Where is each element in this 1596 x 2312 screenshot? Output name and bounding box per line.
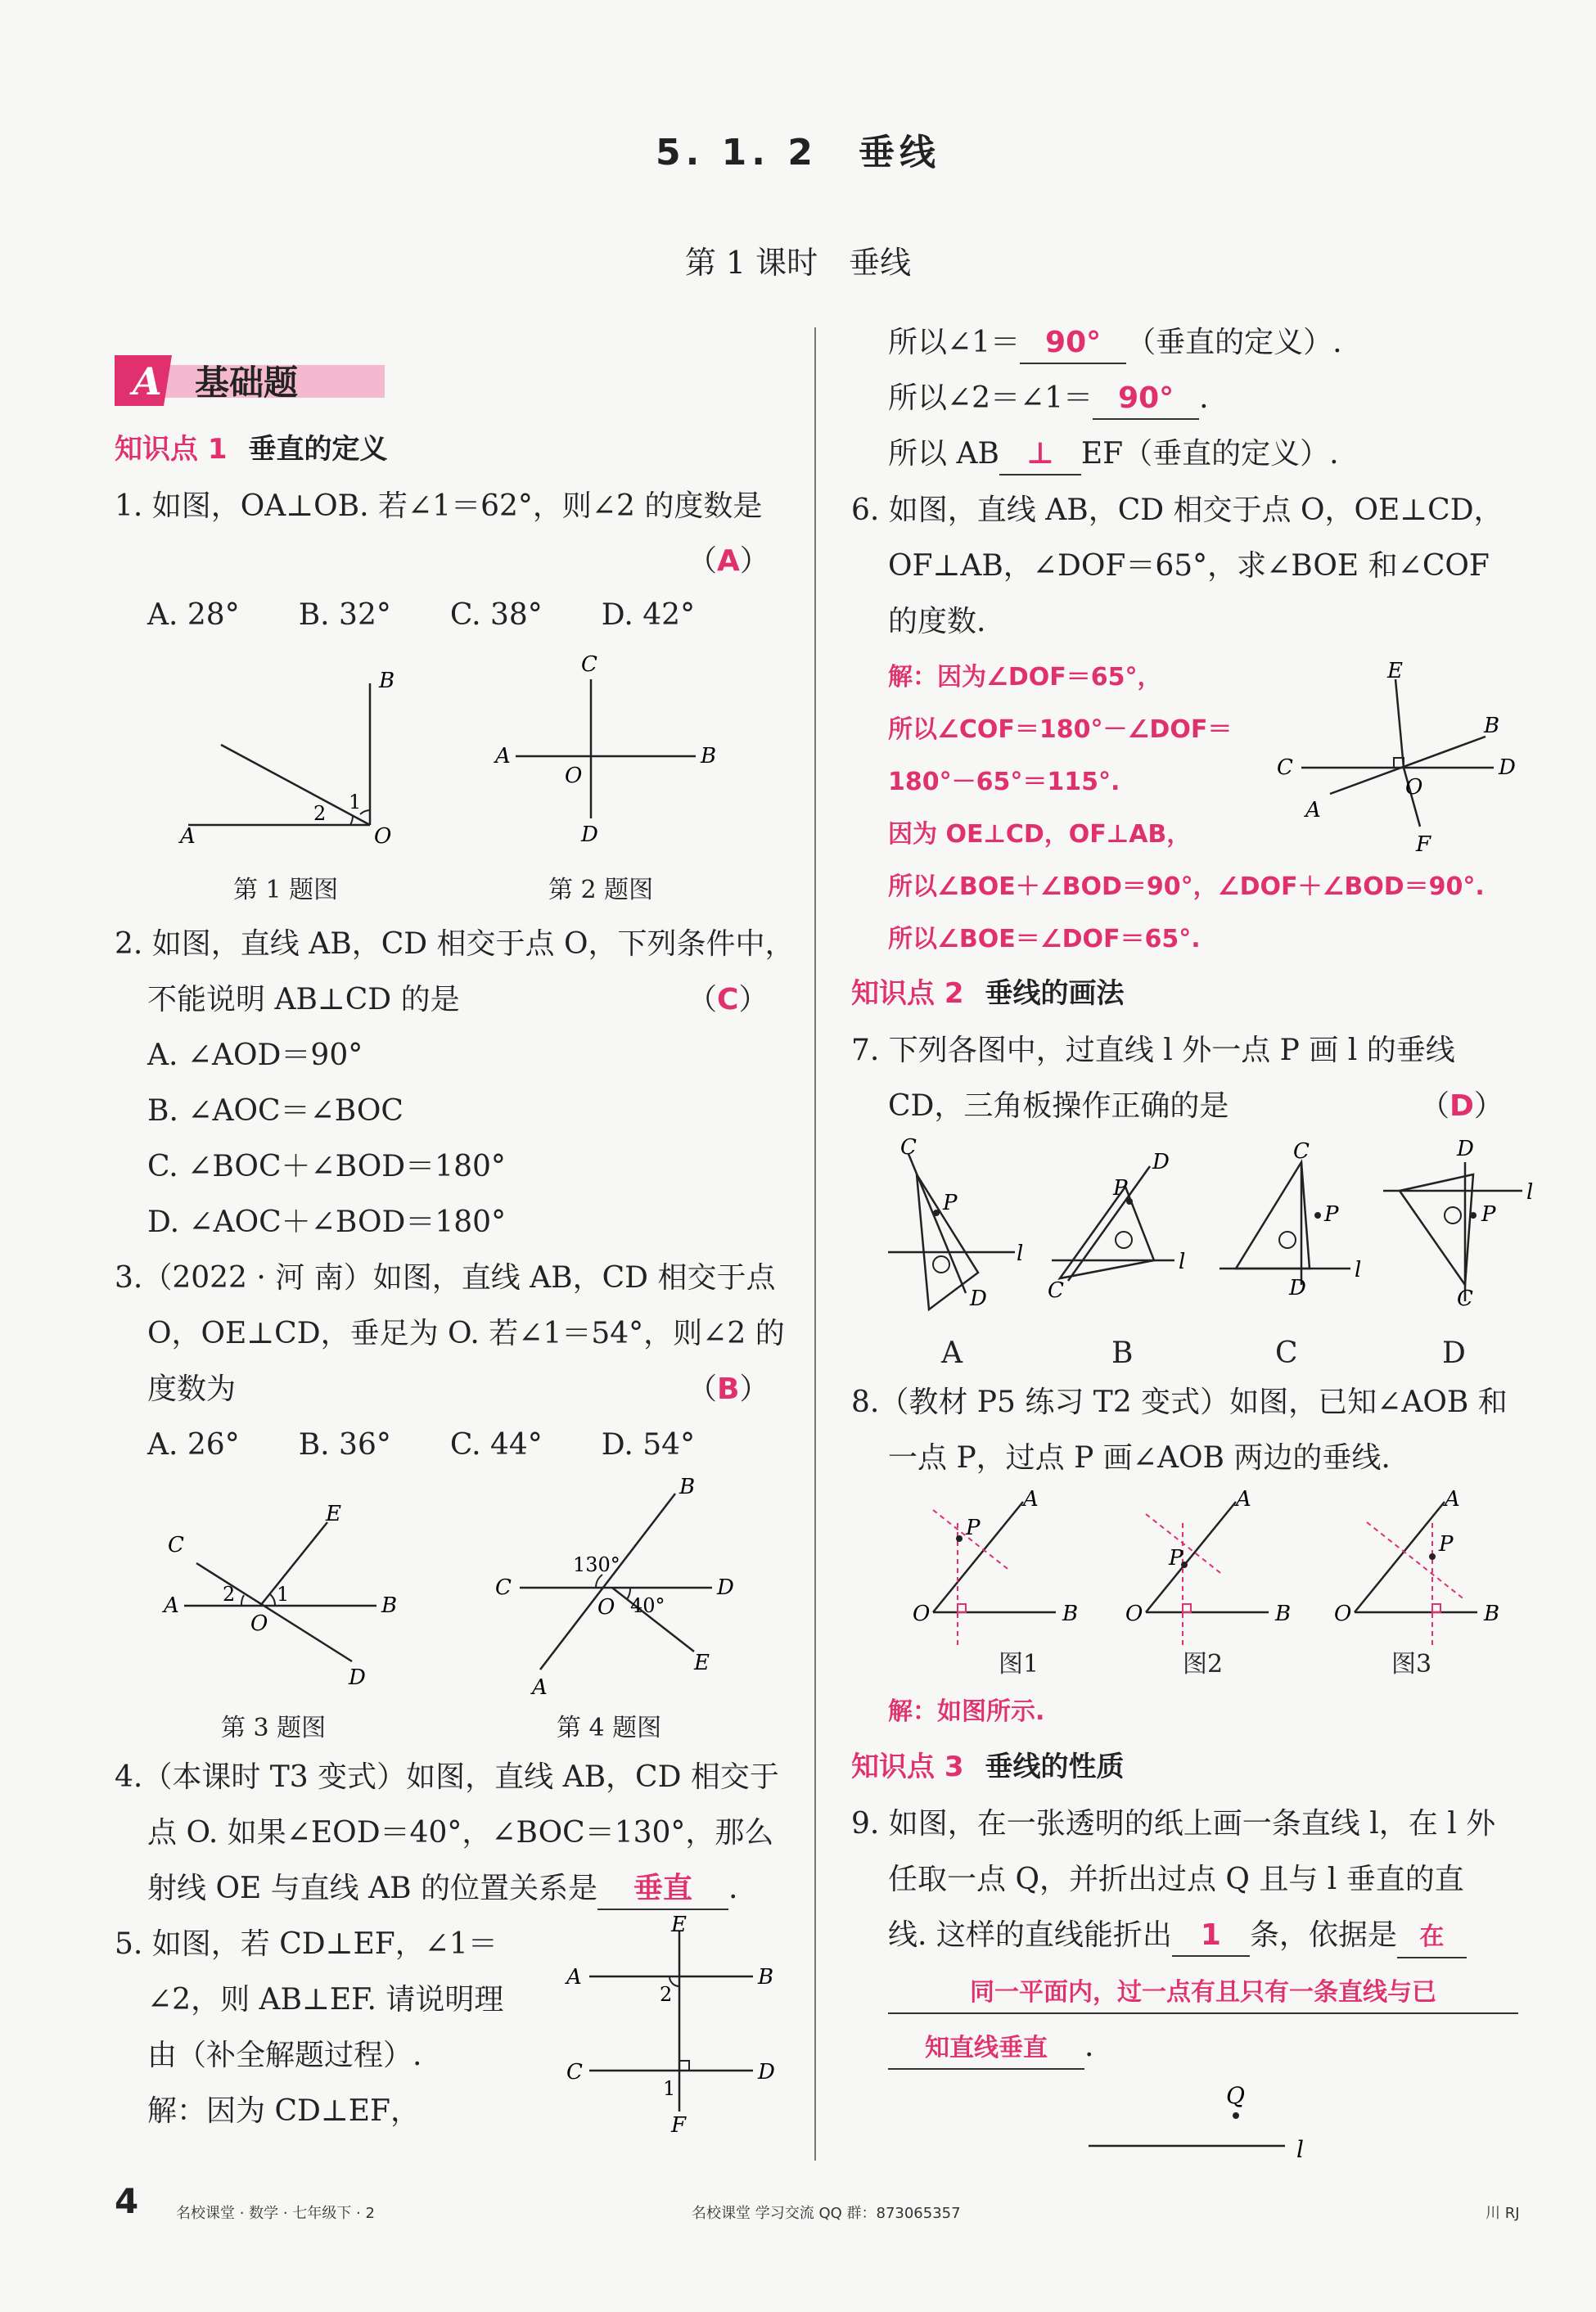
q6-solution-1: 解：因为∠DOF＝65°， [888, 663, 1162, 692]
q3-figure [156, 1490, 426, 1702]
q7-label-d: D [1442, 1336, 1466, 1370]
q9-stem-3: 线. 这样的直线能折出 1 条，依据是 在 [888, 1908, 1467, 1963]
svg-text:O: O [565, 764, 583, 788]
q8-caption-3: 图3 [1391, 1650, 1432, 1679]
svg-text:D: D [1289, 1276, 1306, 1300]
q5-stem-2: ∠2，则 AB⊥EF. 请说明理 [147, 1983, 504, 2017]
q5-stem-1: 5. 如图，若 CD⊥EF，∠1＝ [115, 1927, 498, 1961]
q7-option-c-figure [1220, 1139, 1361, 1300]
svg-text:D: D [581, 822, 598, 847]
q2-stem-2: 不能说明 AB⊥CD 的是 [147, 983, 460, 1016]
q2-option-d: D. ∠AOC＋∠BOD＝180° [147, 1206, 507, 1239]
q6-solution-4: 因为 OE⊥CD，OF⊥AB， [888, 820, 1192, 849]
q3-stem-2: O，OE⊥CD，垂足为 O. 若∠1＝54°，则∠2 的 [147, 1317, 785, 1350]
svg-text:B: B [1062, 1602, 1079, 1626]
svg-text:F: F [671, 2113, 687, 2138]
q5-reason-1: 所以∠1＝ 90° （垂直的定义）. [888, 315, 1342, 371]
q5-stem-3: 由（补全解题过程）. [147, 2039, 422, 2072]
svg-text:C: C [1048, 1278, 1064, 1303]
svg-text:D: D [758, 2060, 775, 2084]
svg-text:A: A [1023, 1490, 1039, 1512]
q6-stem-3: 的度数. [888, 605, 986, 638]
q8-caption-2: 图2 [1183, 1650, 1224, 1679]
knowledge-point-3: 知识点 3 垂线的性质 [851, 1751, 1125, 1783]
q8-figures [908, 1490, 1547, 1653]
q2-fig-caption: 第 2 题图 [548, 876, 654, 904]
svg-text:C: C [581, 652, 597, 677]
svg-text:A: A [1445, 1490, 1460, 1512]
q4-fig-caption: 第 4 题图 [557, 1714, 662, 1742]
knowledge-point-1: 知识点 1 垂直的定义 [115, 433, 388, 466]
q7-answer: （D） [1420, 1089, 1504, 1123]
svg-text:C: C [1277, 755, 1293, 780]
q9-stem-1: 9. 如图，在一张透明的纸上画一条直线 l，在 l 外 [851, 1807, 1496, 1841]
q8-solution: 解：如图所示. [888, 1697, 1045, 1726]
svg-text:C: C [1293, 1139, 1310, 1164]
q8-figure-1 [913, 1490, 1078, 1645]
svg-text:E: E [1387, 659, 1403, 683]
svg-text:1: 1 [663, 2077, 676, 2100]
svg-text:P: P [1324, 1202, 1339, 1227]
q9-answer-2b: 同一平面内，过一点有且只有一条直线与已 [888, 1973, 1518, 2014]
svg-text:l: l [1526, 1180, 1534, 1205]
svg-text:P: P [1481, 1202, 1496, 1227]
svg-text:A: A [1236, 1490, 1251, 1512]
page-number: 4 [115, 2181, 139, 2221]
q1-answer: （A） [688, 544, 769, 578]
svg-text:P: P [943, 1191, 958, 1215]
q4-stem-1: 4.（本课时 T3 变式）如图，直线 AB，CD 相交于 [115, 1760, 779, 1794]
svg-text:P: P [1113, 1176, 1128, 1201]
q5-reason-2: 所以∠2＝∠1＝ 90° . [888, 371, 1209, 426]
page-subtitle: 第 1 课时 垂线 [684, 245, 912, 281]
q2-option-b: B. ∠AOC＝∠BOC [147, 1094, 404, 1128]
svg-text:B: B [679, 1475, 696, 1499]
svg-text:B: B [1275, 1602, 1292, 1626]
q5-solution-start: 解：因为 CD⊥EF， [147, 2094, 420, 2128]
svg-text:O: O [1405, 775, 1423, 800]
svg-text:C: C [168, 1533, 184, 1557]
q2-stem-1: 2. 如图，直线 AB，CD 相交于点 O，下列条件中， [115, 927, 795, 961]
svg-text:B: B [701, 744, 717, 768]
svg-text:E: E [694, 1651, 710, 1675]
svg-text:P: P [1439, 1532, 1454, 1557]
q4-stem-2: 点 O. 如果∠EOD＝40°，∠BOC＝130°，那么 [147, 1816, 774, 1850]
svg-text:O: O [913, 1602, 931, 1626]
svg-text:l: l [1355, 1258, 1362, 1282]
svg-text:40°: 40° [630, 1594, 665, 1617]
svg-text:C: C [1457, 1287, 1473, 1311]
svg-text:2: 2 [660, 1983, 673, 2006]
q3-answer: （B） [688, 1372, 769, 1406]
q2-option-c: C. ∠BOC＋∠BOD＝180° [147, 1150, 506, 1183]
footer-right: 川 RJ [1486, 2205, 1520, 2222]
q8-figure-2 [1125, 1490, 1291, 1645]
footer-center: 名校课堂 学习交流 QQ 群：873065357 [692, 2205, 961, 2222]
q5-answer-3: ⊥ [999, 435, 1081, 475]
svg-text:D: D [970, 1287, 987, 1311]
q7-option-d-figure [1383, 1138, 1533, 1311]
svg-text:l: l [1296, 2136, 1304, 2163]
knowledge-point-2: 知识点 2 垂线的画法 [851, 977, 1125, 1010]
q9-figure [1080, 2079, 1326, 2169]
svg-text:B: B [758, 1965, 774, 1990]
q3-fig-caption: 第 3 题图 [221, 1714, 327, 1742]
q8-caption-1: 图1 [999, 1650, 1039, 1679]
svg-text:Q: Q [1226, 2082, 1245, 2109]
svg-text:P: P [1169, 1546, 1183, 1571]
svg-text:130°: 130° [573, 1553, 620, 1576]
q5-answer-2: 90° [1093, 379, 1199, 420]
q6-stem-2: OF⊥AB，∠DOF＝65°，求∠BOE 和∠COF [888, 549, 1490, 583]
q6-solution-5: 所以∠BOE＋∠BOD＝90°，∠DOF＋∠BOD＝90°. [888, 872, 1485, 901]
q8-figure-3 [1334, 1490, 1499, 1645]
q7-stem-1: 7. 下列各图中，过直线 l 外一点 P 画 l 的垂线 [851, 1034, 1455, 1067]
svg-text:O: O [1125, 1602, 1143, 1626]
svg-text:2: 2 [313, 802, 327, 825]
svg-text:O: O [597, 1595, 615, 1620]
svg-text:B: B [379, 669, 395, 693]
q3-options: A. 26° B. 36° C. 44° D. 54° [147, 1428, 696, 1462]
q7-option-a-figure [888, 1138, 1023, 1311]
page-title: 5. 1. 2 垂线 [656, 132, 940, 174]
svg-text:A: A [532, 1675, 548, 1700]
q6-solution-3: 180°－65°＝115°. [888, 768, 1120, 796]
q9-answer-2c: 知直线垂直 [888, 2029, 1084, 2070]
svg-text:1: 1 [277, 1583, 290, 1606]
q8-stem-2: 一点 P，过点 P 画∠AOB 两边的垂线. [888, 1441, 1391, 1475]
q7-stem-2: CD，三角板操作正确的是 [888, 1089, 1229, 1123]
q1-figure [164, 647, 426, 859]
svg-text:E: E [671, 1915, 687, 1937]
svg-text:O: O [250, 1611, 268, 1636]
q7-figures [876, 1138, 1580, 1375]
svg-text:B: B [381, 1593, 398, 1618]
svg-text:P: P [966, 1516, 981, 1540]
q5-answer-1: 90° [1020, 323, 1126, 364]
svg-text:D: D [349, 1665, 366, 1690]
q6-figure [1273, 655, 1535, 868]
q6-solution-6: 所以∠BOE＝∠DOF＝65°. [888, 925, 1201, 953]
svg-text:C: C [900, 1138, 917, 1160]
svg-text:D: D [1499, 755, 1516, 780]
q2-option-a: A. ∠AOD＝90° [147, 1039, 363, 1072]
q6-stem-1: 6. 如图，直线 AB，CD 相交于点 O，OE⊥CD， [851, 493, 1504, 527]
svg-text:F: F [1416, 832, 1431, 857]
q9-answer-2a: 在 [1397, 1918, 1467, 1958]
banner-label: 基础题 [195, 363, 299, 403]
q1-fig-caption: 第 1 题图 [233, 876, 339, 904]
section-banner [115, 352, 393, 409]
q6-solution-2: 所以∠COF＝180°－∠DOF＝ [888, 715, 1233, 744]
svg-text:2: 2 [223, 1583, 236, 1606]
svg-text:1: 1 [349, 791, 362, 813]
svg-text:A: A [566, 1965, 582, 1990]
q7-option-b-figure [1048, 1150, 1185, 1303]
q9-answer-1: 1 [1172, 1916, 1250, 1957]
svg-text:B: B [1484, 1602, 1500, 1626]
svg-text:C: C [495, 1575, 512, 1600]
q7-label-c: C [1275, 1336, 1298, 1370]
q9-stem-2: 任取一点 Q，并折出过点 Q 且与 l 垂直的直 [888, 1863, 1464, 1896]
q1-options: A. 28° B. 32° C. 38° D. 42° [147, 598, 696, 632]
svg-text:l: l [1179, 1250, 1186, 1274]
q7-label-a: A [941, 1336, 963, 1370]
footer-left: 名校课堂 · 数学 · 七年级下 · 2 [176, 2205, 375, 2222]
svg-text:A: A [164, 1593, 179, 1618]
svg-text:D: D [1152, 1150, 1170, 1174]
q9-answer-line-2 [888, 1963, 1518, 2019]
banner-letter: A [133, 359, 162, 403]
column-divider [814, 327, 816, 2161]
q4-stem-3: 射线 OE 与直线 AB 的位置关系是 垂直 . [147, 1861, 737, 1917]
q9-answer-line-3: 知直线垂直 . [888, 2019, 1093, 2075]
svg-text:D: D [717, 1575, 734, 1600]
svg-text:D: D [1457, 1138, 1474, 1161]
q7-label-b: B [1111, 1336, 1134, 1370]
svg-text:B: B [1484, 714, 1500, 738]
svg-text:l: l [1017, 1242, 1024, 1266]
q1-stem: 1. 如图，OA⊥OB. 若∠1＝62°，则∠2 的度数是 [115, 489, 763, 523]
svg-text:A: A [495, 744, 511, 768]
q4-answer: 垂直 [597, 1869, 728, 1910]
svg-text:C: C [566, 2060, 583, 2084]
q3-stem-3: 度数为 [147, 1372, 237, 1406]
svg-text:A: A [180, 824, 196, 849]
q3-stem-1: 3.（2022 · 河 南）如图，直线 AB，CD 相交于点 [115, 1261, 776, 1295]
q4-figure [475, 1473, 753, 1702]
q5-figure [557, 1915, 802, 2144]
q5-reason-3: 所以 AB ⊥ EF（垂直的定义）. [888, 426, 1339, 482]
q8-stem-1: 8.（教材 P5 练习 T2 变式）如图，已知∠AOB 和 [851, 1386, 1508, 1419]
svg-text:A: A [1305, 798, 1321, 822]
q2-figure [483, 647, 745, 859]
svg-text:O: O [1334, 1602, 1352, 1626]
q2-answer: （C） [688, 983, 769, 1016]
svg-text:O: O [374, 824, 392, 849]
svg-text:E: E [326, 1502, 341, 1526]
